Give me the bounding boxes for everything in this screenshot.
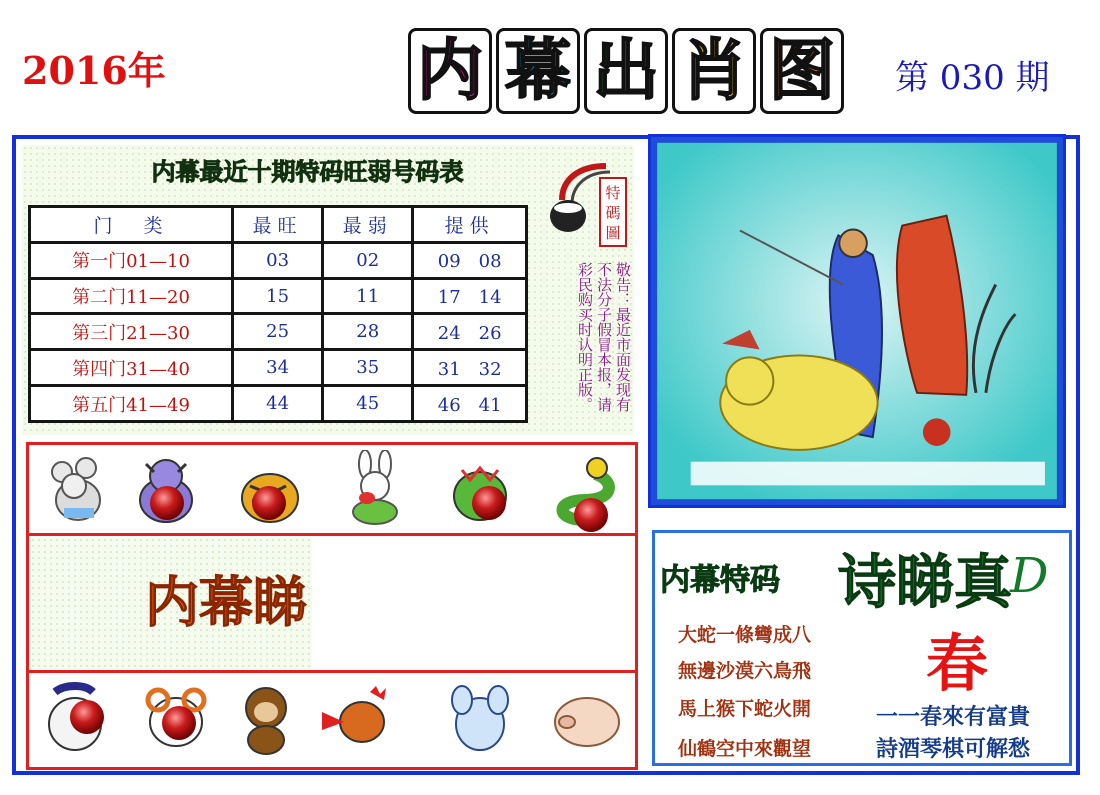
header-provide: 提供 [413, 207, 527, 243]
red-ball-icon [252, 486, 286, 520]
poem-title-big: 诗睇真 [838, 548, 1013, 616]
issue-number: 第 030 期 [895, 58, 1050, 98]
row-category: 第二门11—20 [30, 278, 233, 314]
table-row [30, 386, 527, 422]
poem-title-small: 内幕特码 [660, 563, 780, 598]
row-category: 第五门41—49 [30, 386, 233, 422]
poem-deco-letter: D [1010, 548, 1049, 604]
table-header-row [30, 207, 527, 243]
row-provide: 31 32 [413, 350, 527, 386]
red-ball-icon [574, 498, 608, 532]
logo-char: 出 [584, 28, 668, 114]
table-row [30, 242, 527, 278]
red-ball-icon [472, 486, 506, 520]
row-hot: 25 [233, 314, 323, 350]
logo-title [408, 28, 844, 112]
rabbit-icon [335, 450, 415, 530]
row-provide: 24 26 [413, 314, 527, 350]
row-category: 第四门31—40 [30, 350, 233, 386]
poem-bottom-line: 詩酒琴棋可解愁 [876, 736, 1031, 762]
row-hot: 44 [233, 386, 323, 422]
special-code-stamp-icon [548, 158, 628, 248]
row-cold: 28 [323, 314, 413, 350]
table-row [30, 314, 527, 350]
poem-line: 馬上猴下蛇火開 [678, 698, 812, 720]
row-category: 第三门21—30 [30, 314, 233, 350]
logo-char: 肖 [672, 28, 756, 114]
pig-icon [545, 678, 625, 758]
row-provide: 09 08 [413, 242, 527, 278]
poem-line: 大蛇一條彎成八 [678, 624, 812, 646]
logo-char: 幕 [496, 28, 580, 114]
fisherman-bear-picture [648, 134, 1066, 508]
red-ball-icon [70, 700, 104, 734]
svg-text:圖: 圖 [605, 224, 621, 242]
dog-icon [440, 678, 520, 758]
poem-bottom-line: 一一春來有富貴 [876, 704, 1031, 730]
row-cold: 45 [323, 386, 413, 422]
table-row [30, 278, 527, 314]
row-cold: 35 [323, 350, 413, 386]
middle-blank-area [312, 537, 634, 669]
red-ball-icon [150, 486, 184, 520]
row-hot: 03 [233, 242, 323, 278]
svg-text:特: 特 [605, 184, 621, 202]
row-hot: 34 [233, 350, 323, 386]
row-provide: 46 41 [413, 386, 527, 422]
rat-icon [38, 450, 118, 530]
row-cold: 02 [323, 242, 413, 278]
year-label: 2016年 [22, 48, 166, 93]
red-ball-icon [162, 706, 196, 740]
logo-char: 内 [408, 28, 492, 114]
poem-highlight-char: 春 [926, 627, 989, 700]
rooster-icon [318, 678, 398, 758]
header-hot: 最旺 [233, 207, 323, 243]
poem-line: 仙鶴空中來觀望 [678, 738, 812, 760]
row-category: 第一门01—10 [30, 242, 233, 278]
notice-text: 敬告：最近市面发现有不法分子假冒本报，请彩民购买时认明正版。 [576, 262, 632, 412]
monkey-icon [228, 678, 308, 758]
poem-line: 無邊沙漠六鳥飛 [678, 660, 812, 682]
number-table [28, 205, 528, 423]
row-hot: 15 [233, 278, 323, 314]
header-category: 门 类 [30, 207, 233, 243]
header-cold: 最弱 [323, 207, 413, 243]
row-provide: 17 14 [413, 278, 527, 314]
middle-title: 内幕睇 [145, 571, 307, 634]
table-title: 内幕最近十期特码旺弱号码表 [151, 158, 464, 186]
table-row [30, 350, 527, 386]
row-cold: 11 [323, 278, 413, 314]
svg-text:碼: 碼 [605, 204, 621, 222]
logo-char: 图 [760, 28, 844, 114]
